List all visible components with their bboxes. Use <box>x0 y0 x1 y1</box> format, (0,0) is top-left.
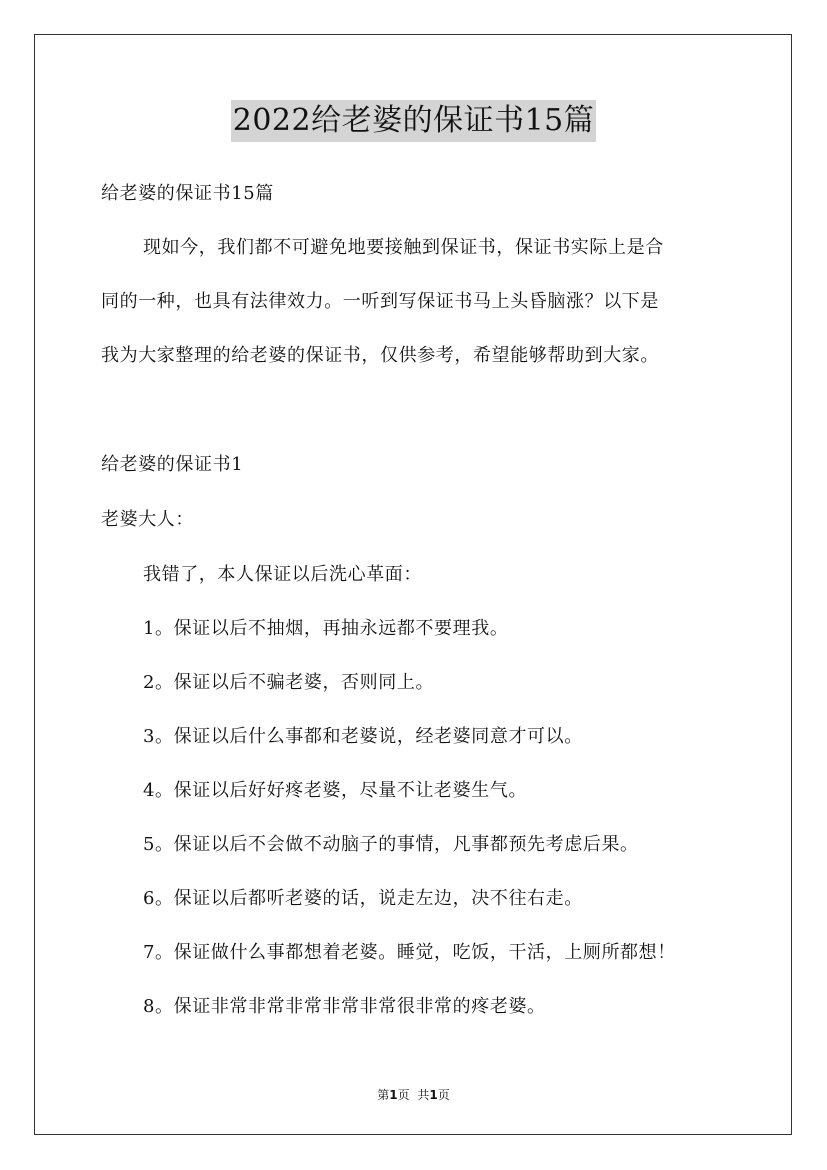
document-title <box>0 100 827 142</box>
list-item: 4。保证以后好好疼老婆，尽量不让老婆生气。 <box>143 780 528 801</box>
footer-page-unit: 页 <box>397 1088 410 1102</box>
list-item: 2。保证以后不骗老婆，否则同上。 <box>143 672 435 693</box>
intro-line-2: 同的一种，也具有法律效力。一听到写保证书马上头昏脑涨？以下是 <box>101 291 659 312</box>
section-heading: 给老婆的保证书1 <box>101 454 244 475</box>
intro-line-1: 现如今，我们都不可避免地要接触到保证书，保证书实际上是合 <box>143 237 664 258</box>
footer-page-prefix: 第 <box>377 1088 390 1102</box>
document-subtitle: 给老婆的保证书15篇 <box>101 183 274 204</box>
list-item: 1。保证以后不抽烟，再抽永远都不要理我。 <box>143 618 509 639</box>
salutation: 老婆大人： <box>101 509 194 530</box>
list-item: 6。保证以后都听老婆的话，说走左边，决不往右走。 <box>143 888 583 909</box>
footer-page-total: 1 <box>429 1088 438 1102</box>
list-item: 3。保证以后什么事都和老婆说，经老婆同意才可以。 <box>143 726 583 747</box>
list-item: 7。保证做什么事都想着老婆。睡觉，吃饭，干活，上厕所都想！ <box>143 942 676 963</box>
intro-line-3: 我为大家整理的给老婆的保证书，仅供参考，希望能够帮助到大家。 <box>101 345 659 366</box>
opening-line: 我错了，本人保证以后洗心革面： <box>143 564 422 585</box>
list-item: 8。保证非常非常非常非常非常很非常的疼老婆。 <box>143 996 546 1017</box>
document-title-text: 2022给老婆的保证书15篇 <box>231 100 597 142</box>
footer-total-prefix: 共 <box>417 1088 430 1102</box>
footer-total-unit: 页 <box>437 1088 450 1102</box>
list-item: 5。保证以后不会做不动脑子的事情，凡事都预先考虑后果。 <box>143 834 639 855</box>
footer-page-current: 1 <box>389 1088 398 1102</box>
page-footer <box>0 1087 827 1103</box>
